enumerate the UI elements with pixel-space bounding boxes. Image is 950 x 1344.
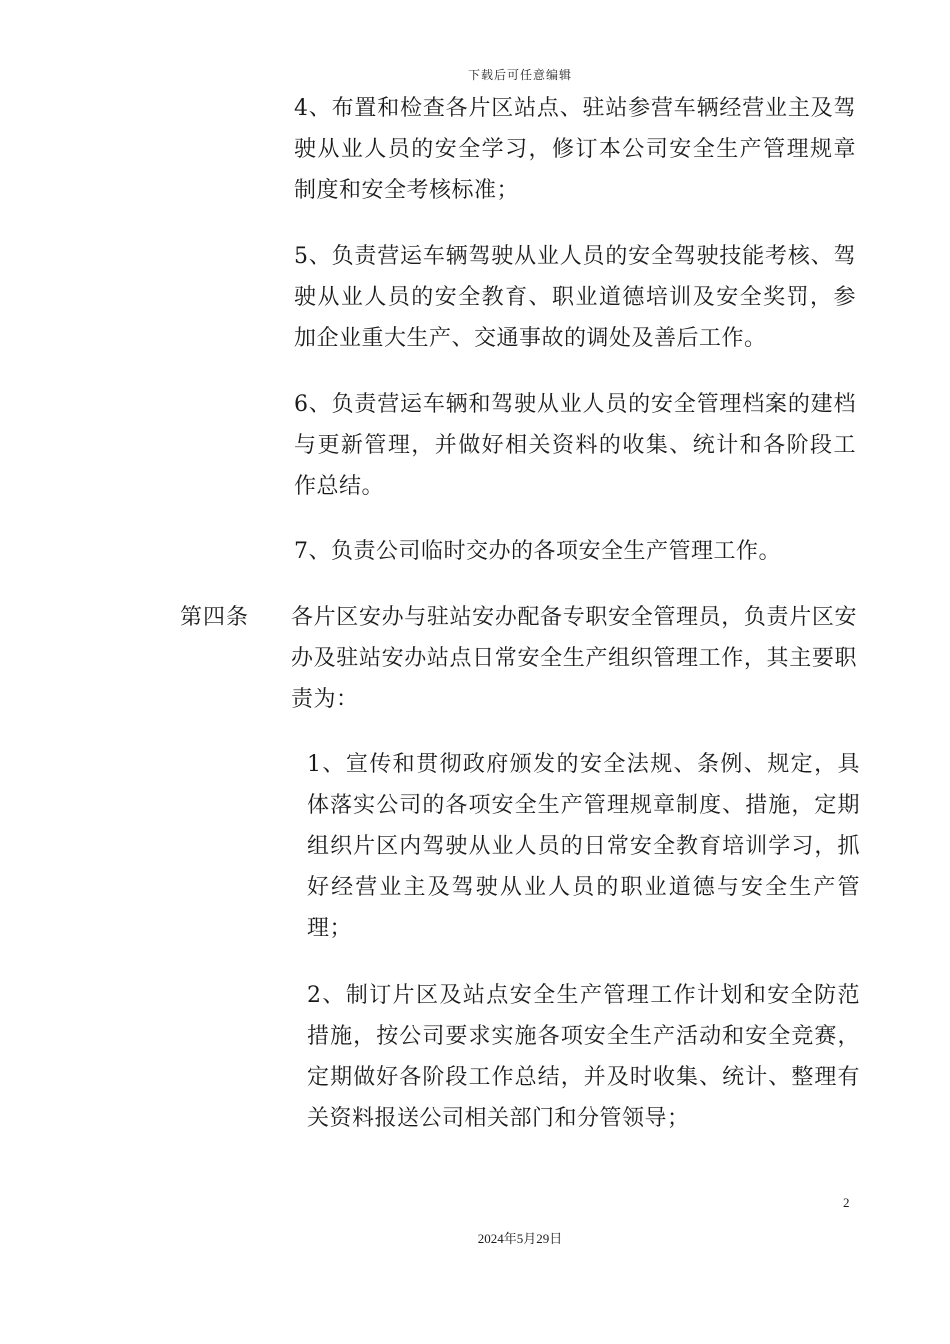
sub-item-1: 1、宣传和贯彻政府颁发的安全法规、条例、规定，具体落实公司的各项安全生产管理规章制度、措施，定期组织片区内驾驶从业人员的日常安全教育培训学习，抓好经营业主及驾驶从业人员的职业道德与安全生产管理； <box>307 752 860 941</box>
page-number: 2 <box>843 1195 850 1210</box>
sub-item-2: 2、制订片区及站点安全生产管理工作计划和安全防范措施，按公司要求实施各项安全生产活动和安全竞赛，定期做好各阶段工作总结，并及时收集、统计、整理有关资料报送公司相关部门和分管领导； <box>307 983 860 1131</box>
list-item-5: 5、负责营运车辆驾驶从业人员的安全驾驶技能考核、驾驶从业人员的安全教育、职业道德培训及安全奖罚，参加企业重大生产、交通事故的调处及善后工作。 <box>294 244 856 351</box>
article-text: 各片区安办与驻站安办配备专职安全管理员，负责片区安办及驻站安办站点日常安全生产组织管理工作，其主要职责为： <box>291 605 857 712</box>
list-item-6: 6、负责营运车辆和驾驶从业人员的安全管理档案的建档与更新管理，并做好相关资料的收集、统计和各阶段工作总结。 <box>294 392 856 499</box>
list-item-7: 7、负责公司临时交办的各项安全生产管理工作。 <box>294 539 781 564</box>
page-header: 下载后可任意编辑 <box>467 68 572 82</box>
article-label: 第四条 <box>180 605 250 630</box>
list-item-4: 4、布置和检查各片区站点、驻站参营车辆经营业主及驾驶从业人员的安全学习，修订本公司安全生产管理规章制度和安全考核标准； <box>294 96 856 203</box>
footer-date: 2024年5月29日 <box>477 1231 563 1246</box>
